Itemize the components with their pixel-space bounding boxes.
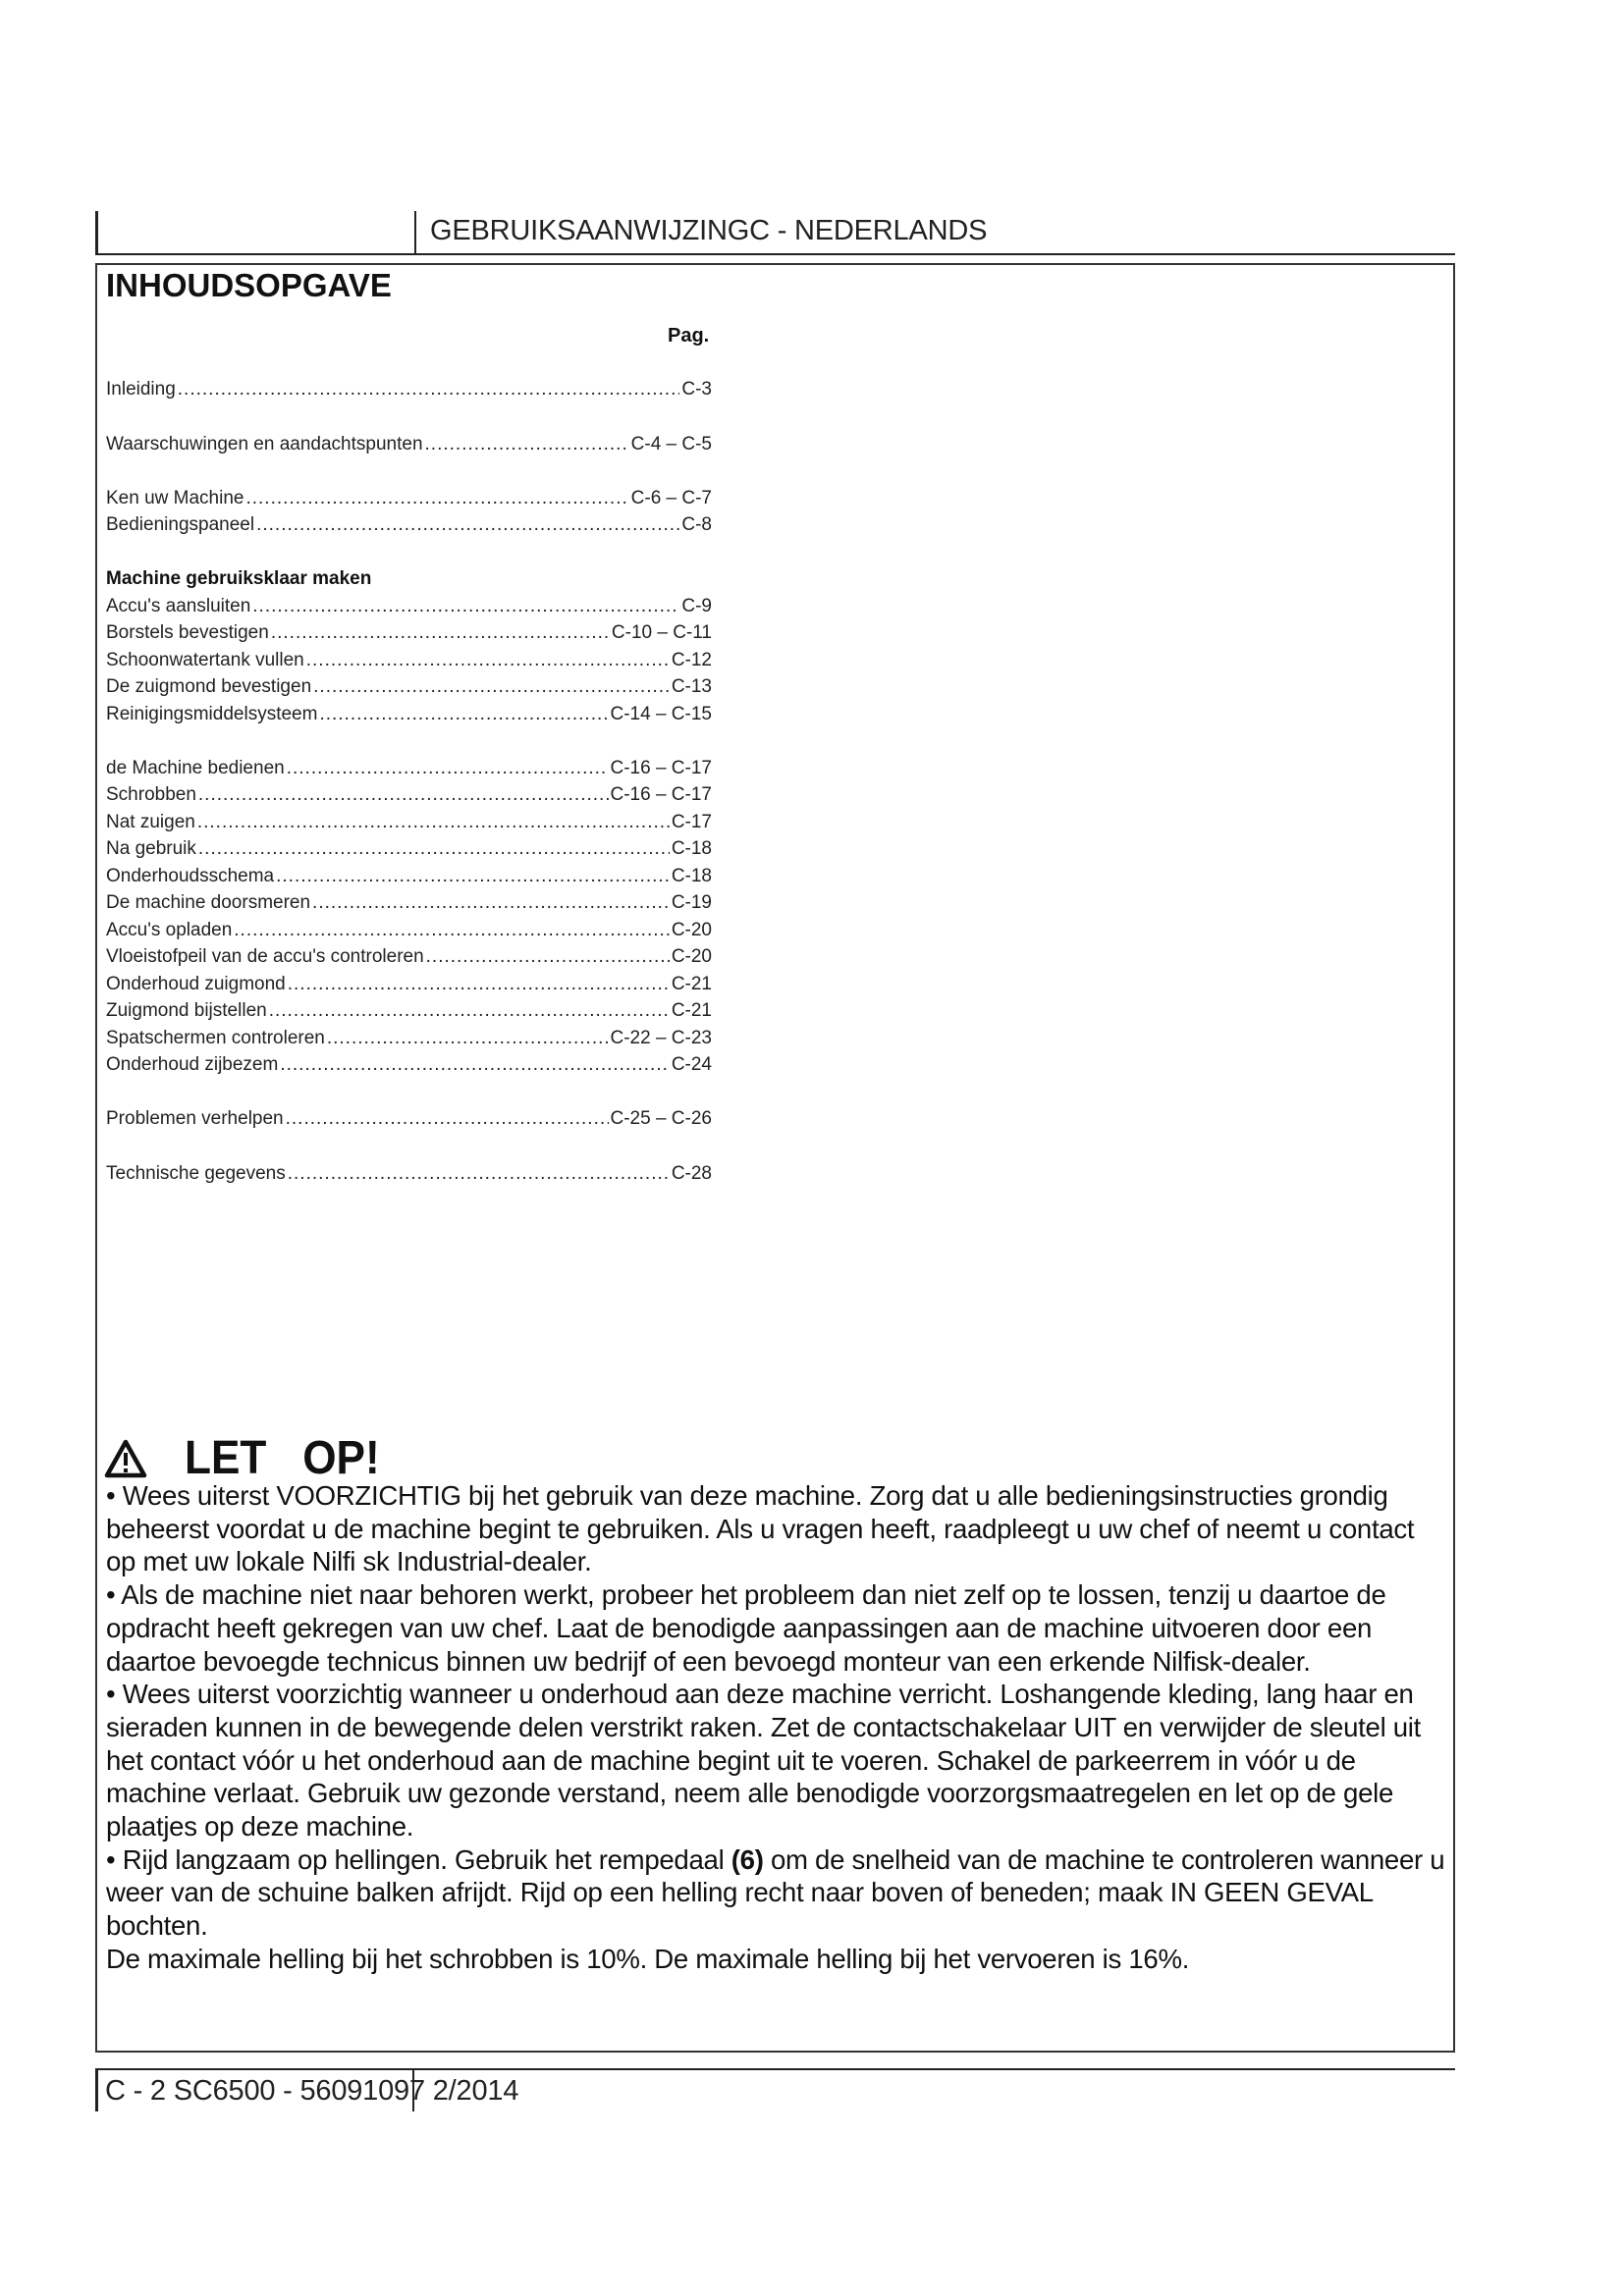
warning-heading bbox=[104, 1431, 397, 1485]
toc-leader-dots bbox=[280, 1054, 669, 1076]
toc-entry[interactable] bbox=[106, 920, 712, 945]
footer-divider-left bbox=[95, 2068, 98, 2111]
toc-entry-page: C-18 bbox=[671, 838, 712, 859]
toc-leader-dots bbox=[313, 676, 670, 698]
toc-leader-dots bbox=[287, 758, 609, 779]
toc-entry-page: C-22 – C-23 bbox=[610, 1028, 712, 1048]
toc-entry-page: C-24 bbox=[671, 1054, 712, 1075]
toc-entry[interactable] bbox=[106, 622, 712, 648]
toc-entry-title: Schoonwatertank vullen bbox=[106, 650, 304, 670]
toc-leader-dots bbox=[426, 946, 670, 968]
toc-entry[interactable] bbox=[106, 1054, 712, 1080]
toc-entry[interactable] bbox=[106, 838, 712, 864]
toc-entry-title: Accu's aansluiten bbox=[106, 596, 251, 616]
toc-entry[interactable] bbox=[106, 488, 712, 513]
toc-entry-title: Schrobben bbox=[106, 784, 196, 805]
toc-entry-title: Ken uw Machine bbox=[106, 488, 244, 508]
warning-text-bold: (6) bbox=[731, 1843, 764, 1875]
toc-entry[interactable] bbox=[106, 514, 712, 540]
toc-entry[interactable] bbox=[106, 892, 712, 918]
toc-entry-title: Problemen verhelpen bbox=[106, 1108, 284, 1129]
toc-entry-title: De zuigmond bevestigen bbox=[106, 676, 312, 697]
toc-entry-page: C-8 bbox=[681, 514, 712, 535]
toc-entry-page: C-10 – C-11 bbox=[611, 622, 712, 643]
toc-leader-dots bbox=[312, 892, 670, 914]
toc-leader-dots bbox=[271, 622, 610, 644]
warning-triangle-icon bbox=[104, 1439, 147, 1478]
toc-entry-page: C-12 bbox=[671, 650, 712, 670]
toc-entry-title: Inleiding bbox=[106, 379, 176, 400]
toc-entry[interactable] bbox=[106, 784, 712, 810]
toc-entry[interactable] bbox=[106, 676, 712, 702]
toc-entry-title: Onderhoudsschema bbox=[106, 866, 275, 886]
toc-entry-title: Spatschermen controleren bbox=[106, 1028, 325, 1048]
toc-leader-dots bbox=[269, 1000, 670, 1022]
toc-entry-title: Zuigmond bijstellen bbox=[106, 1000, 267, 1021]
toc-entry-page: C-4 – C-5 bbox=[630, 434, 712, 454]
toc-entry[interactable] bbox=[106, 1163, 712, 1189]
warning-label: LET OP! bbox=[185, 1432, 380, 1484]
toc-entry[interactable] bbox=[106, 866, 712, 891]
toc-entry-title: Reinigingsmiddelsysteem bbox=[106, 704, 318, 724]
toc-entry[interactable] bbox=[106, 596, 712, 621]
toc-entry-page: C-21 bbox=[671, 1000, 712, 1021]
toc-entry-title: Onderhoud zijbezem bbox=[106, 1054, 279, 1075]
toc-entry[interactable] bbox=[106, 379, 712, 404]
toc-leader-dots bbox=[319, 704, 608, 725]
toc-entry-title: Na gebruik bbox=[106, 838, 196, 859]
toc-entry[interactable] bbox=[106, 1108, 712, 1134]
warning-paragraph: • Wees uiterst VOORZICHTIG bij het gebruik van deze machine. Zorg dat u alle bedieningsinstructies grondig beheerst voordat u de machine begint te gebruiken. Als u vragen heeft, raadpleegt u uw chef of neemt u contact op met uw lokale Nilfi sk Industrial-dealer. bbox=[106, 1480, 1415, 1577]
toc-entry-page: C-16 – C-17 bbox=[610, 758, 712, 778]
toc-entry[interactable] bbox=[106, 1028, 712, 1053]
toc-entry-page: C-28 bbox=[671, 1163, 712, 1184]
toc-title: INHOUDSOPGAVE bbox=[106, 267, 392, 303]
toc-leader-dots bbox=[245, 488, 628, 509]
toc-entry-page: C-13 bbox=[671, 676, 712, 697]
toc-entry[interactable] bbox=[106, 434, 712, 459]
toc-entry-page: C-17 bbox=[671, 812, 712, 832]
toc-entry[interactable] bbox=[106, 704, 712, 729]
toc-page-label: Pag. bbox=[668, 325, 710, 347]
header-title: GEBRUIKSAANWIJZINGC - NEDERLANDS bbox=[430, 215, 988, 246]
footer-text: C - 2 SC6500 - 56091097 2/2014 bbox=[105, 2075, 519, 2107]
toc-entry[interactable] bbox=[106, 650, 712, 675]
toc-leader-dots bbox=[198, 784, 609, 806]
toc-entry-page: C-16 – C-17 bbox=[610, 784, 712, 805]
toc-entry[interactable] bbox=[106, 758, 712, 783]
header-divider-mid bbox=[414, 211, 416, 254]
toc-leader-dots bbox=[198, 838, 670, 860]
footer-rule bbox=[95, 2068, 1455, 2070]
toc-leader-dots bbox=[425, 434, 629, 455]
toc-section-heading: Machine gebruiksklaar maken bbox=[106, 568, 372, 589]
warning-body bbox=[106, 1479, 1446, 1976]
warning-paragraph: • Als de machine niet naar behoren werkt, probeer het probleem dan niet zelf op te lossen, tenzij u daartoe de opdracht heeft gekregen van uw chef. Laat de benodigde aanpassingen aan de machine uitvoeren door een daartoe bevoegde technicus binnen uw bedrijf of een bevoegd monteur van een erkende Nilfisk-dealer. bbox=[106, 1579, 1386, 1677]
toc-leader-dots bbox=[256, 514, 679, 536]
toc-entry-title: Onderhoud zuigmond bbox=[106, 974, 286, 994]
toc-entry-title: Technische gegevens bbox=[106, 1163, 286, 1184]
toc-leader-dots bbox=[178, 379, 680, 400]
toc-leader-dots bbox=[288, 1163, 670, 1185]
toc-entry-page: C-9 bbox=[681, 596, 712, 616]
toc-entry-title: Accu's opladen bbox=[106, 920, 233, 940]
toc-entry-title: Vloeistofpeil van de accu's controleren bbox=[106, 946, 424, 967]
toc-leader-dots bbox=[306, 650, 670, 671]
header-divider-left bbox=[95, 211, 98, 254]
toc-entry-page: C-6 – C-7 bbox=[630, 488, 712, 508]
toc-entry-title: Nat zuigen bbox=[106, 812, 195, 832]
warning-paragraph: • Wees uiterst voorzichtig wanneer u onderhoud aan deze machine verricht. Loshangende kleding, lang haar en sieraden kunnen in de bewegende delen verstrikt raken. Zet de contactschakelaar UIT en verwijder de sleutel uit het contact vóór u het onderhoud aan de machine begint uit te voeren. Schakel de parkeerrem in vóór u de machine verlaat. Gebruik uw gezonde verstand, neem alle benodigde voorzorgsmaatregelen en let op de gele plaatjes op deze machine. bbox=[106, 1679, 1422, 1842]
toc-entry-page: C-20 bbox=[671, 946, 712, 967]
toc-entry-page: C-21 bbox=[671, 974, 712, 994]
toc-entry[interactable] bbox=[106, 1000, 712, 1026]
warning-text-pre: • Rijd langzaam op hellingen. Gebruik het rempedaal bbox=[106, 1843, 731, 1875]
toc-entry-title: Waarschuwingen en aandachtspunten bbox=[106, 434, 423, 454]
toc-leader-dots bbox=[252, 596, 679, 617]
toc-leader-dots bbox=[234, 920, 670, 941]
toc-entry-page: C-19 bbox=[671, 892, 712, 913]
warning-text-post: om de snelheid van de machine te controleren wanneer u weer van de schuine balken afrijdt. Rijd op een helling recht naar boven of beneden; maak IN GEEN GEVAL bochten. bbox=[106, 1843, 1445, 1942]
toc-entry-page: C-3 bbox=[681, 379, 712, 400]
toc-entry-page: C-18 bbox=[671, 866, 712, 886]
toc-entry-page: C-14 – C-15 bbox=[610, 704, 712, 724]
toc-entry-page: C-20 bbox=[671, 920, 712, 940]
warning-paragraph: De maximale helling bij het schrobben is 10%. De maximale helling bij het vervoeren is 16%. bbox=[106, 1943, 1190, 1974]
toc-entry[interactable] bbox=[106, 812, 712, 837]
toc-leader-dots bbox=[288, 974, 670, 995]
toc-entry-page: C-25 – C-26 bbox=[610, 1108, 712, 1129]
toc-leader-dots bbox=[197, 812, 670, 833]
toc-entry-title: Bedieningspaneel bbox=[106, 514, 255, 535]
toc-entry-title: de Machine bedienen bbox=[106, 758, 285, 778]
toc-leader-dots bbox=[327, 1028, 609, 1049]
toc-entry[interactable] bbox=[106, 974, 712, 999]
header-rule bbox=[95, 253, 1455, 255]
toc-entry-title: De machine doorsmeren bbox=[106, 892, 311, 913]
warning-paragraph bbox=[106, 1843, 1446, 1943]
toc-leader-dots bbox=[286, 1108, 609, 1130]
toc-entry-title: Borstels bevestigen bbox=[106, 622, 269, 643]
toc-leader-dots bbox=[276, 866, 670, 887]
toc-entry[interactable] bbox=[106, 946, 712, 972]
